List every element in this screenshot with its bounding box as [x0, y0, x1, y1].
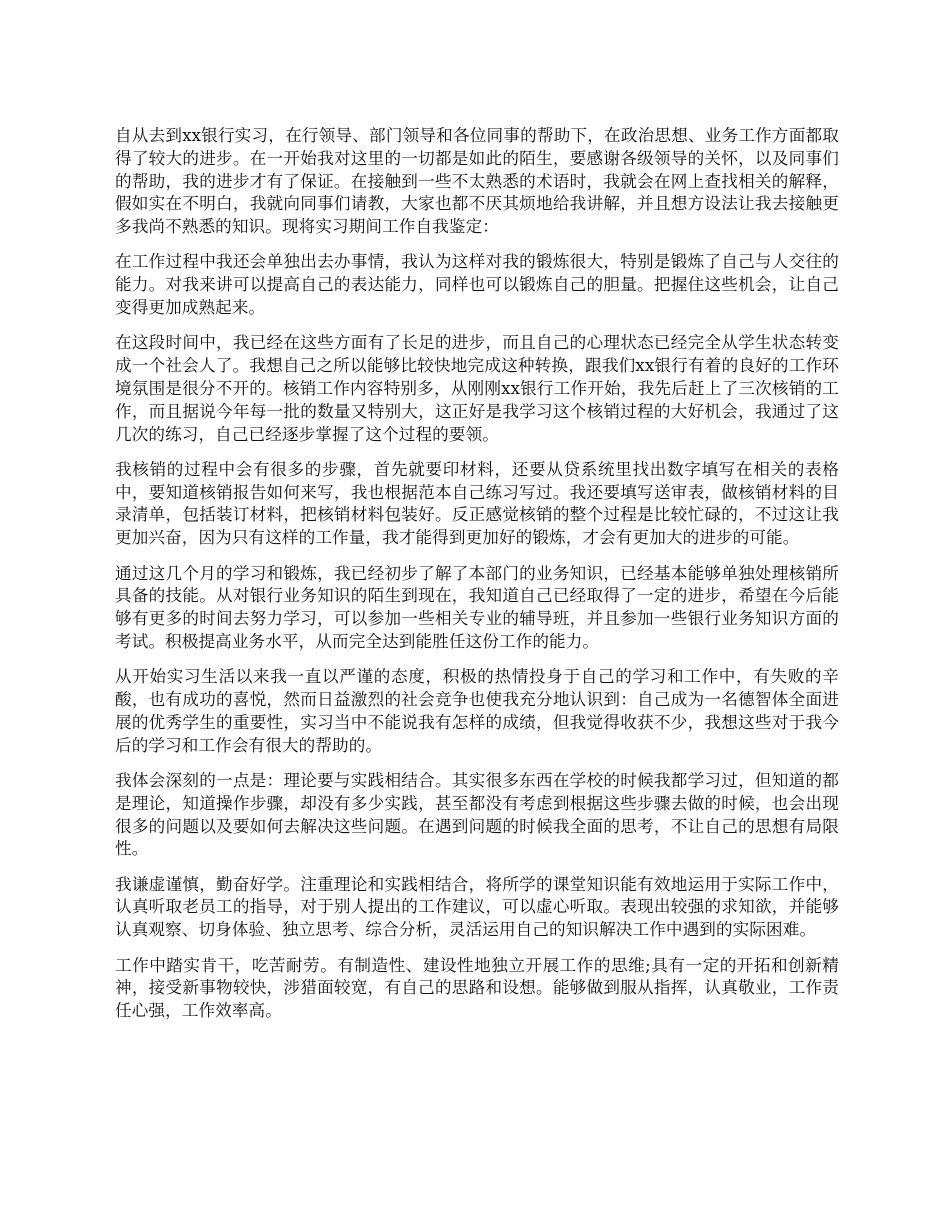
paragraph-verification-steps: 我核销的过程中会有很多的步骤，首先就要印材料，还要从贷系统里找出数字填写在相关的表格中，要知道核销报告如何来写，我也根据范本自己练习写过。我还要填写送审表，做核销材料的目录清单，包括装订材料，把核销材料包装好。反正感觉核销的整个过程是比较忙碌的，不过这让我更加兴奋，因为只有这样的工作量，我才能得到更加好的锻炼，才会有更加大的进步的可能。: [115, 459, 839, 548]
paragraph-attitude: 从开始实习生活以来我一直以严谨的态度，积极的热情投身于自己的学习和工作中，有失败的辛酸，也有成功的喜悦，然而日益激烈的社会竞争也使我充分地认识到：自己成为一名德智体全面进展的优秀学生的重要性，实习当中不能说我有怎样的成绩，但我觉得收获不少，我想这些对于我今后的学习和工作会有很大的帮助的。: [115, 667, 839, 755]
paragraph-theory-practice: 我体会深刻的一点是：理论要与实践相结合。其实很多东西在学校的时候我都学习过，但知道的都是理论，知道操作步骤，却没有多少实践，甚至都没有考虑到根据这些步骤去做的时候，也会出现很多的问题以及要如何去解决这些问题。在遇到问题的时候我全面的思考，不让自己的思想有局限性。: [115, 770, 839, 859]
paragraph-learning: 通过这几个月的学习和锻炼，我已经初步了解了本部门的业务知识，已经基本能够单独处理核销所具备的技能。从对银行业务知识的陌生到现在，我知道自己已经取得了一定的进步，希望在今后能够有更多的时间去努力学习，可以参加一些相关专业的辅导班，并且参加一些银行业务知识方面的考试。积极提高业务水平，从而完全达到能胜任这份工作的能力。: [115, 563, 839, 651]
paragraph-modesty: 我谦虚谨慎，勤奋好学。注重理论和实践相结合，将所学的课堂知识能有效地运用于实际工作中，认真听取老员工的指导，对于别人提出的工作建议，可以虚心听取。表现出较强的求知欲，并能够认真观察、切身体验、独立思考、综合分析，灵活运用自己的知识解决工作中遇到的实际困难。: [115, 874, 839, 940]
paragraph-intro: 自从去到xx银行实习，在行领导、部门领导和各位同事的帮助下，在政治思想、业务工作方面都取得了较大的进步。在一开始我对这里的一切都是如此的陌生，要感谢各级领导的关怀，以及同事们的帮助，我的进步才有了保证。在接触到一些不太熟悉的术语时，我就会在网上查找相关的解释，假如实在不明白，我就向同事们请教，大家也都不厌其烦地给我讲解，并且想方设法让我去接触更多我尚不熟悉的知识。现将实习期间工作自我鉴定：: [115, 126, 839, 237]
document-body: [115, 125, 839, 1035]
paragraph-progress: 在这段时间中，我已经在这些方面有了长足的进步，而且自己的心理状态已经完全从学生状态转变成一个社会人了。我想自己之所以能够比较快地完成这种转换，跟我们xx银行有着的良好的工作环境氛围是很分不开的。核销工作内容特别多，从刚刚xx银行工作开始，我先后赶上了三次核销的工作，而且据说今年每一批的数量又特别大，这正好是我学习这个核销过程的大好机会，我通过了这几次的练习，自己已经逐步掌握了这个过程的要领。: [115, 333, 839, 444]
paragraph-diligence: 工作中踏实肯干，吃苦耐劳。有制造性、建设性地独立开展工作的思维;具有一定的开拓和创新精神，接受新事物较快，涉猎面较宽，有自己的思路和设想。能够做到服从指挥，认真敬业，工作责任心强，工作效率高。: [115, 955, 839, 1021]
paragraph-errands: 在工作过程中我还会单独出去办事情，我认为这样对我的锻炼很大，特别是锻炼了自己与人交往的能力。对我来讲可以提高自己的表达能力，同样也可以锻炼自己的胆量。把握住这些机会，让自己变得更加成熟起来。: [115, 252, 839, 318]
